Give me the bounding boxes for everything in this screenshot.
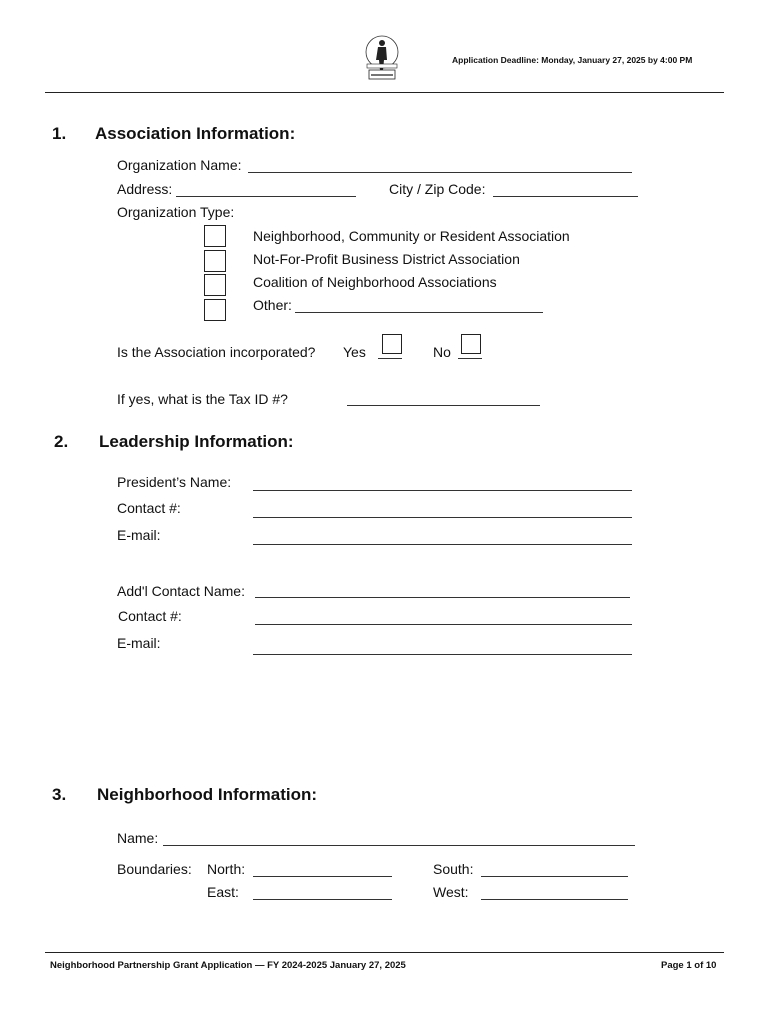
organization-name-field[interactable] — [248, 172, 632, 173]
boundaries-label: Boundaries: — [117, 861, 192, 877]
additional-contact-phone-field[interactable] — [255, 624, 632, 625]
business-district-checkbox[interactable] — [204, 250, 226, 272]
address-label: Address: — [117, 181, 173, 197]
president-contact-label: Contact #: — [117, 500, 181, 516]
additional-contact-phone-label: Contact #: — [118, 608, 182, 624]
west-boundary-field[interactable] — [481, 899, 628, 900]
section-1-title: Association Information: — [95, 124, 296, 143]
additional-contact-name-label: Add'l Contact Name: — [117, 583, 245, 599]
section-2-title: Leadership Information: — [99, 432, 294, 451]
incorporated-yes-checkbox[interactable] — [382, 334, 402, 354]
section-3-number: 3. — [52, 785, 67, 804]
incorporated-no-checkbox[interactable] — [461, 334, 481, 354]
west-boundary-label: West: — [433, 884, 469, 900]
no-underline — [458, 358, 482, 359]
section-2-number: 2. — [54, 432, 69, 451]
address-field[interactable] — [176, 196, 356, 197]
south-boundary-field[interactable] — [481, 876, 628, 877]
neighborhood-name-label: Name: — [117, 830, 159, 846]
yes-underline — [378, 358, 402, 359]
south-boundary-label: South: — [433, 861, 474, 877]
east-boundary-label: East: — [207, 884, 239, 900]
tax-id-field[interactable] — [347, 405, 540, 406]
organization-type-label: Organization Type: — [117, 204, 235, 220]
tax-id-question: If yes, what is the Tax ID #? — [117, 391, 288, 407]
other-type-field[interactable] — [295, 312, 543, 313]
footer-page-number: Page 1 of 10 — [661, 960, 717, 971]
president-email-label: E-mail: — [117, 527, 161, 543]
other-type-checkbox[interactable] — [204, 299, 226, 321]
president-contact-field[interactable] — [253, 517, 632, 518]
header-divider — [45, 92, 724, 93]
business-district-option: Not-For-Profit Business District Association — [253, 251, 520, 267]
city-zip-field[interactable] — [493, 196, 638, 197]
president-email-field[interactable] — [253, 544, 632, 545]
additional-contact-name-field[interactable] — [255, 597, 630, 598]
neighborhood-association-checkbox[interactable] — [204, 225, 226, 247]
other-type-option: Other: — [253, 297, 292, 313]
incorporated-question: Is the Association incorporated? — [117, 344, 316, 360]
coalition-checkbox[interactable] — [204, 274, 226, 296]
incorporated-yes-label: Yes — [343, 344, 366, 360]
section-1-number: 1. — [52, 124, 67, 143]
footer-document-title: Neighborhood Partnership Grant Application — FY 2024-2025 January 27, 2025 — [50, 960, 406, 971]
section-3-title: Neighborhood Information: — [97, 785, 318, 804]
additional-contact-email-field[interactable] — [253, 654, 632, 655]
incorporated-no-label: No — [433, 344, 451, 360]
president-name-label: President’s Name: — [117, 474, 232, 490]
additional-contact-email-label: E-mail: — [117, 635, 161, 651]
city-zip-label: City / Zip Code: — [389, 181, 486, 197]
footer-divider — [45, 952, 724, 953]
neighborhood-association-option: Neighborhood, Community or Resident Association — [253, 228, 570, 244]
neighborhood-name-field[interactable] — [163, 845, 635, 846]
east-boundary-field[interactable] — [253, 899, 392, 900]
city-seal-logo — [362, 34, 402, 82]
president-name-field[interactable] — [253, 490, 632, 491]
application-deadline: Application Deadline: Monday, January 27, 2025 by 4:00 PM — [452, 55, 693, 65]
organization-name-label: Organization Name: — [117, 157, 242, 173]
coalition-option: Coalition of Neighborhood Associations — [253, 274, 497, 290]
north-boundary-label: North: — [207, 861, 246, 877]
north-boundary-field[interactable] — [253, 876, 392, 877]
